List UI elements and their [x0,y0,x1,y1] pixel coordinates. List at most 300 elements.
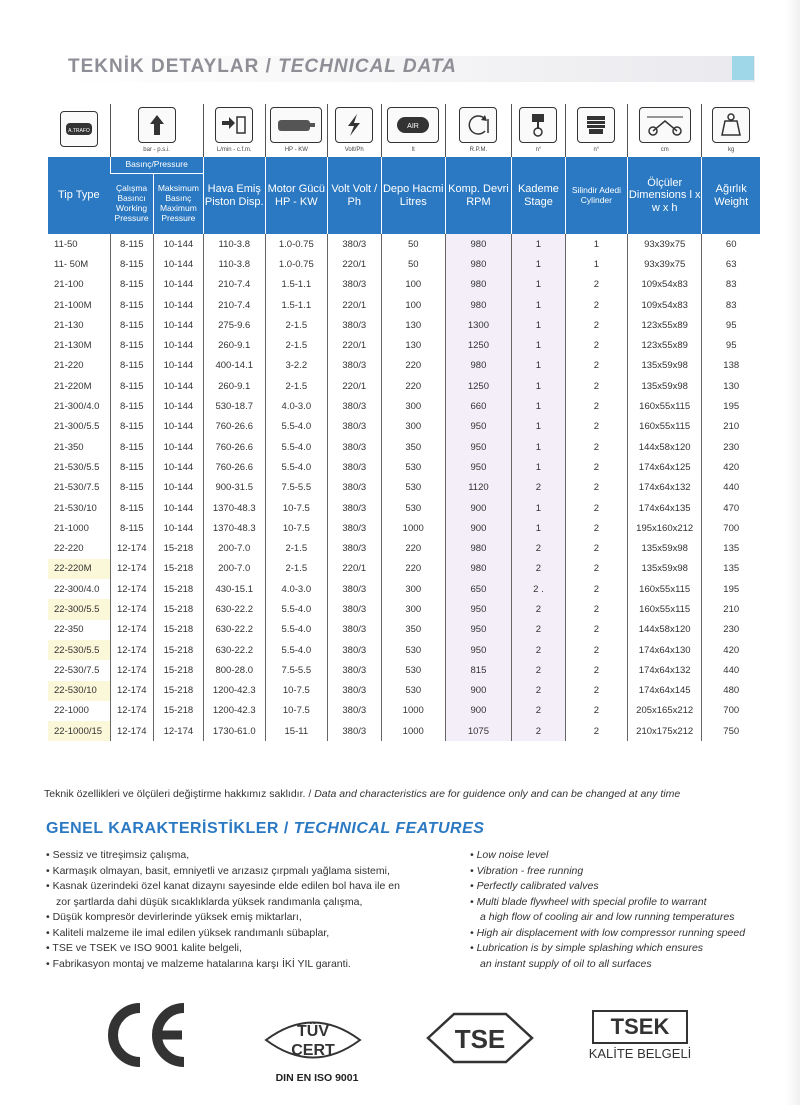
table-cell: 8-115 [110,457,153,477]
table-cell: 12-174 [110,681,153,701]
table-cell: 10-7.5 [265,518,327,538]
table-cell: 2 [512,559,566,579]
table-cell: 210-7.4 [203,295,265,315]
table-cell: 950 [445,457,511,477]
table-cell: 380/3 [327,701,381,721]
table-cell: 2-1.5 [265,538,327,558]
feature-item: • Sessiz ve titreşimsiz çalışma, [46,848,446,864]
table-cell: 22-1000 [54,705,89,717]
table-cell: 3-2.2 [265,356,327,376]
table-cell: 15-218 [154,640,204,660]
table-cell: 380/3 [327,599,381,619]
table-cell: 21-1000 [54,522,89,534]
note-en: Data and characteristics are for guidence only and can be changed at any time [314,788,681,800]
table-cell: 950 [445,640,511,660]
header-volt: Volt Volt / Ph [327,157,381,235]
table-cell: 8-115 [110,396,153,416]
table-cell: 135 [702,538,760,558]
table-cell: 12-174 [110,721,153,741]
table-cell: 2 [512,538,566,558]
header-weight: Ağırlık Weight [702,157,760,235]
table-cell: 123x55x89 [627,335,702,355]
table-cell: 2-1.5 [265,559,327,579]
motor-icon [270,107,322,143]
table-cell: 135x59x98 [627,559,702,579]
table-cell: 220/1 [327,295,381,315]
table-cell: 10-144 [154,437,204,457]
table-cell: 174x64x132 [627,660,702,680]
table-cell: 1730-61.0 [203,721,265,741]
table-cell: 2 [565,660,627,680]
table-cell: 760-26.6 [203,437,265,457]
table-cell: 420 [702,457,760,477]
table-cell: 1.5-1.1 [265,275,327,295]
features-title [46,820,484,838]
table-cell: 110-3.8 [203,234,265,254]
table-cell: 1 [512,234,566,254]
table-cell: 630-22.2 [203,640,265,660]
table-cell: 8-115 [110,376,153,396]
tuv-bottom-text: CERT [291,1042,335,1059]
table-cell: 300 [381,599,445,619]
feature-item: • Low noise level [470,848,770,864]
table-cell: 1 [512,356,566,376]
table-cell: 7.5-5.5 [265,660,327,680]
dimensions-icon [639,107,691,143]
table-cell: 980 [445,356,511,376]
table-cell: 21-100 [54,279,84,291]
table-cell: 15-11 [265,721,327,741]
table-cell: 10-144 [154,518,204,538]
table-cell: 2 [565,681,627,701]
feature-item: • Karmaşık olmayan, basit, emniyetli ve arızasız çırpmalı yağlama sistemi, [46,864,446,880]
table-cell: 5.5-4.0 [265,417,327,437]
table-cell: 22-530/7.5 [54,664,100,676]
title-en: TECHNICAL DATA [278,56,457,77]
table-cell: 220/1 [327,335,381,355]
table-cell: 1 [512,295,566,315]
table-cell: 210 [702,417,760,437]
table-cell: 220/1 [327,376,381,396]
table-cell: 380/3 [327,640,381,660]
tse-text: TSE [454,1024,506,1054]
table-cell: 2 [512,478,566,498]
tse-logo [420,1008,540,1068]
header-row-1 [48,157,760,174]
table-cell: 2 [565,701,627,721]
feature-item: • Perfectly calibrated valves [470,879,770,895]
table-cell: 900-31.5 [203,478,265,498]
table-cell: 22-1000/15 [48,721,110,741]
table-cell: 10-7.5 [265,498,327,518]
air-flow-icon [215,107,253,143]
table-cell: 22-530/10 [48,681,110,701]
table-cell: 5.5-4.0 [265,620,327,640]
table-cell: 1 [512,437,566,457]
feature-item: • Fabrikasyon montaj ve malzeme hatalarına karşı İKİ YIL garanti. [46,957,446,973]
table-cell: 2 [565,498,627,518]
table-cell: 530 [381,498,445,518]
table-cell: 230 [702,620,760,640]
table-cell: 12-174 [110,599,153,619]
table-row [48,559,760,579]
table-cell: 980 [445,538,511,558]
table-cell: 10-144 [154,356,204,376]
table-cell: 160x55x115 [627,599,702,619]
table-cell: 1.0-0.75 [265,234,327,254]
table-cell: 50 [381,254,445,274]
table-cell: 15-218 [154,559,204,579]
table-cell: 480 [702,681,760,701]
header-motor: Motor Gücü HP - KW [265,157,327,235]
table-cell: 200-7.0 [203,559,265,579]
table-cell: 10-144 [154,234,204,254]
table-cell: 2-1.5 [265,376,327,396]
table-row [48,620,760,640]
icon-cell-weight [702,104,760,157]
table-cell: 10-144 [154,376,204,396]
table-cell: 10-144 [154,457,204,477]
table-row [48,579,760,599]
table-cell: 380/3 [327,518,381,538]
table-cell: 400-14.1 [203,356,265,376]
table-cell: 440 [702,478,760,498]
table-cell: 2 [565,275,627,295]
table-cell: 760-26.6 [203,417,265,437]
table-cell: 380/3 [327,417,381,437]
table-cell: 160x55x115 [627,396,702,416]
table-cell: 21-350 [54,441,84,453]
table-cell: 380/3 [327,396,381,416]
table-cell: 135x59x98 [627,376,702,396]
table-row [48,275,760,295]
header-cylinder: Silindir Adedi Cylinder [565,157,627,235]
table-row [48,721,760,741]
table-cell: 21-130 [54,319,84,331]
table-row [48,396,760,416]
table-cell: 4.0-3.0 [265,396,327,416]
table-cell: 195 [702,396,760,416]
features-title-en: TECHNICAL FEATURES [293,820,485,837]
table-cell: 10-144 [154,478,204,498]
table-cell: 630-22.2 [203,599,265,619]
table-cell: 15-218 [154,660,204,680]
table-cell: 380/3 [327,356,381,376]
table-cell: 144x58x120 [627,437,702,457]
table-cell: 2 [512,660,566,680]
page-title [68,56,457,78]
table-cell: 380/3 [327,660,381,680]
table-cell: 130 [381,315,445,335]
table-cell: 260-9.1 [203,376,265,396]
table-row [48,518,760,538]
table-cell: 8-115 [110,315,153,335]
table-cell: 2 [565,417,627,437]
table-cell: 980 [445,295,511,315]
table-cell: 100 [381,275,445,295]
table-cell: 8-115 [110,417,153,437]
header-stage: Kademe Stage [512,157,566,235]
table-cell: 2-1.5 [265,315,327,335]
table-cell: 1300 [445,315,511,335]
table-cell: 800-28.0 [203,660,265,680]
table-cell: 8-115 [110,254,153,274]
icon-cell-volt [327,104,381,157]
table-cell: 2 [565,620,627,640]
table-cell: 15-218 [154,599,204,619]
icon-cell-dimensions [627,104,702,157]
table-cell: 10-7.5 [265,701,327,721]
table-cell: 100 [381,295,445,315]
table-row [48,417,760,437]
table-cell: 8-115 [110,234,153,254]
features-list-tr [46,848,446,972]
tsek-subtitle: KALİTE BELGELİ [588,1046,692,1061]
table-cell: 21-300/5.5 [54,421,100,433]
certification-logos [0,1000,800,1090]
table-cell: 2 [565,640,627,660]
table-cell: 50 [381,234,445,254]
table-row [48,640,760,660]
table-row [48,457,760,477]
cylinder-unit: n° [593,147,600,153]
table-cell: 700 [702,518,760,538]
table-row [48,254,760,274]
table-cell: 440 [702,660,760,680]
table-cell: 11- 50M [54,258,89,270]
table-cell: 900 [445,681,511,701]
table-cell: 230 [702,437,760,457]
motor-unit: HP - KW [284,147,308,153]
table-cell: 380/3 [327,275,381,295]
table-cell: 21-220M [54,380,92,392]
air-unit: L/min - c.f.m. [216,147,252,153]
icon-cell-stage [512,104,566,157]
table-cell: 109x54x83 [627,275,702,295]
table-cell: 21-530/5.5 [54,461,100,473]
table-cell: 12-174 [110,579,153,599]
tuv-top-text: TÜV [297,1023,329,1040]
feature-item: • Vibration - free running [470,864,770,880]
icon-row [48,104,760,157]
table-cell: 2 [565,518,627,538]
table-cell: 210-7.4 [203,275,265,295]
table-cell: 1 [512,315,566,335]
table-cell: 1000 [381,701,445,721]
icon-cell-tank [381,104,445,157]
table-cell: 1075 [445,721,511,741]
table-cell: 380/3 [327,579,381,599]
table-cell: 1.5-1.1 [265,295,327,315]
table-cell: 2 [512,681,566,701]
table-cell: 15-218 [154,701,204,721]
table-cell: 220 [381,376,445,396]
table-cell: 470 [702,498,760,518]
table-cell: 1 [512,518,566,538]
table-cell: 174x64x135 [627,498,702,518]
table-cell: 15-218 [154,579,204,599]
table-cell: 60 [702,234,760,254]
tuv-cert-logo [258,1010,368,1070]
table-cell: 1000 [381,721,445,741]
table-row [48,599,760,619]
table-cell: 1 [565,254,627,274]
table-cell: 630-22.2 [203,620,265,640]
table-body [48,234,760,741]
table-cell: 12-174 [154,721,204,741]
table-cell: 8-115 [110,356,153,376]
table-cell: 15-218 [154,620,204,640]
table-cell: 2 [565,376,627,396]
table-cell: 7.5-5.5 [265,478,327,498]
table-cell: 530-18.7 [203,396,265,416]
tuv-subtitle: DIN EN ISO 9001 [275,1072,359,1084]
icon-cell-type [48,104,110,157]
table-cell: 8-115 [110,275,153,295]
table-cell: 1 [512,254,566,274]
table-cell: 700 [702,701,760,721]
table-cell: 1 [512,335,566,355]
feature-item: an instant supply of oil to all surfaces [480,957,652,970]
table-cell: 21-130M [54,340,92,352]
feature-item: • Kaliteli malzeme ile imal edilen yüksek randımanlı sübaplar, [46,926,446,942]
feature-item: • High air displacement with low compressor running speed [470,926,770,942]
table-cell: 530 [381,660,445,680]
table-cell: 135x59x98 [627,538,702,558]
table-cell: 530 [381,478,445,498]
tsek-logo: TSEK [592,1010,688,1044]
table-cell: 5.5-4.0 [265,599,327,619]
page-edge-shadow [786,0,800,1105]
table-cell: 350 [381,437,445,457]
table-cell: 1250 [445,376,511,396]
table-cell: 2 [565,437,627,457]
table-cell: 8-115 [110,498,153,518]
features-list-en [470,848,770,972]
table-cell: 5.5-4.0 [265,640,327,660]
table-cell: 2 [565,538,627,558]
table-cell: 93x39x75 [627,254,702,274]
table-cell: 2 [565,295,627,315]
table-cell: 380/3 [327,234,381,254]
table-cell: 2 [512,599,566,619]
table-cell: 1000 [381,518,445,538]
table-cell: 1370-48.3 [203,518,265,538]
table-cell: 2 [512,701,566,721]
table-cell: 8-115 [110,335,153,355]
table-cell: 980 [445,559,511,579]
table-cell: 95 [702,315,760,335]
table-cell: 1370-48.3 [203,498,265,518]
transformer-icon [60,111,98,147]
icon-cell-motor [265,104,327,157]
table-cell: 430-15.1 [203,579,265,599]
table-cell: 93x39x75 [627,234,702,254]
table-cell: 2 [565,478,627,498]
table-cell: 10-144 [154,335,204,355]
table-row [48,376,760,396]
table-cell: 130 [381,335,445,355]
table-cell: 138 [702,356,760,376]
table-cell: 2 [565,356,627,376]
table-cell: 22-300/5.5 [48,599,110,619]
table-cell: 12-174 [110,660,153,680]
table-cell: 2 [565,396,627,416]
header-type: Tip Type [48,157,110,235]
table-cell: 95 [702,335,760,355]
table-cell: 12-174 [110,559,153,579]
table-cell: 10-144 [154,315,204,335]
table-cell: 160x55x115 [627,417,702,437]
disclaimer-note [44,788,764,800]
table-cell: 200-7.0 [203,538,265,558]
table-cell: 174x64x145 [627,681,702,701]
table-cell: 275-9.6 [203,315,265,335]
table-cell: 10-144 [154,295,204,315]
table-cell: 815 [445,660,511,680]
table-cell: 10-144 [154,498,204,518]
stage-unit: n° [535,147,542,153]
table-cell: 123x55x89 [627,315,702,335]
table-cell: 2 [565,315,627,335]
table-row [48,295,760,315]
table-row [48,356,760,376]
table-cell: 1 [512,498,566,518]
table-cell: 300 [381,396,445,416]
table-cell: 22-220M [48,559,110,579]
table-cell: 10-144 [154,254,204,274]
feature-item: • TSE ve TSEK ve ISO 9001 kalite belgeli, [46,941,446,957]
table-cell: 220/1 [327,559,381,579]
table-cell: 350 [381,620,445,640]
table-cell: 5.5-4.0 [265,457,327,477]
table-cell: 15-218 [154,538,204,558]
table-cell: 1 [512,396,566,416]
table-cell: 195x160x212 [627,518,702,538]
rpm-icon [459,107,497,143]
note-tr: Teknik özellikleri ve ölçüleri değiştirme hakkımız saklıdır. / [44,788,315,800]
table-cell: 130 [702,376,760,396]
feature-item: a high flow of cooling air and low running temperatures [480,911,735,923]
table-cell: 22-220 [54,543,84,555]
table-cell: 260-9.1 [203,335,265,355]
table-row [48,437,760,457]
table-cell: 950 [445,599,511,619]
table-cell: 660 [445,396,511,416]
feature-item: • Multi blade flywheel with special profile to warrant [470,895,770,911]
table-row [48,681,760,701]
table-cell: 174x64x130 [627,640,702,660]
table-cell: 8-115 [110,518,153,538]
table-cell: 1250 [445,335,511,355]
icon-cell-cylinder [565,104,627,157]
table-cell: 5.5-4.0 [265,437,327,457]
table-cell: 22-530/5.5 [48,640,110,660]
header-working-pressure: Çalışma Basıncı Working Pressure [110,174,153,235]
table-cell: 380/3 [327,498,381,518]
table-cell: 2 [512,640,566,660]
table-cell: 2 [565,457,627,477]
table-row [48,660,760,680]
tank-label: AIR [407,123,420,130]
table-cell: 2 [565,721,627,741]
table-cell: 2 [565,559,627,579]
cylinder-icon [577,107,615,143]
table-cell: 900 [445,498,511,518]
table-cell: 1200-42.3 [203,701,265,721]
table-row [48,701,760,721]
table-cell: 135 [702,559,760,579]
